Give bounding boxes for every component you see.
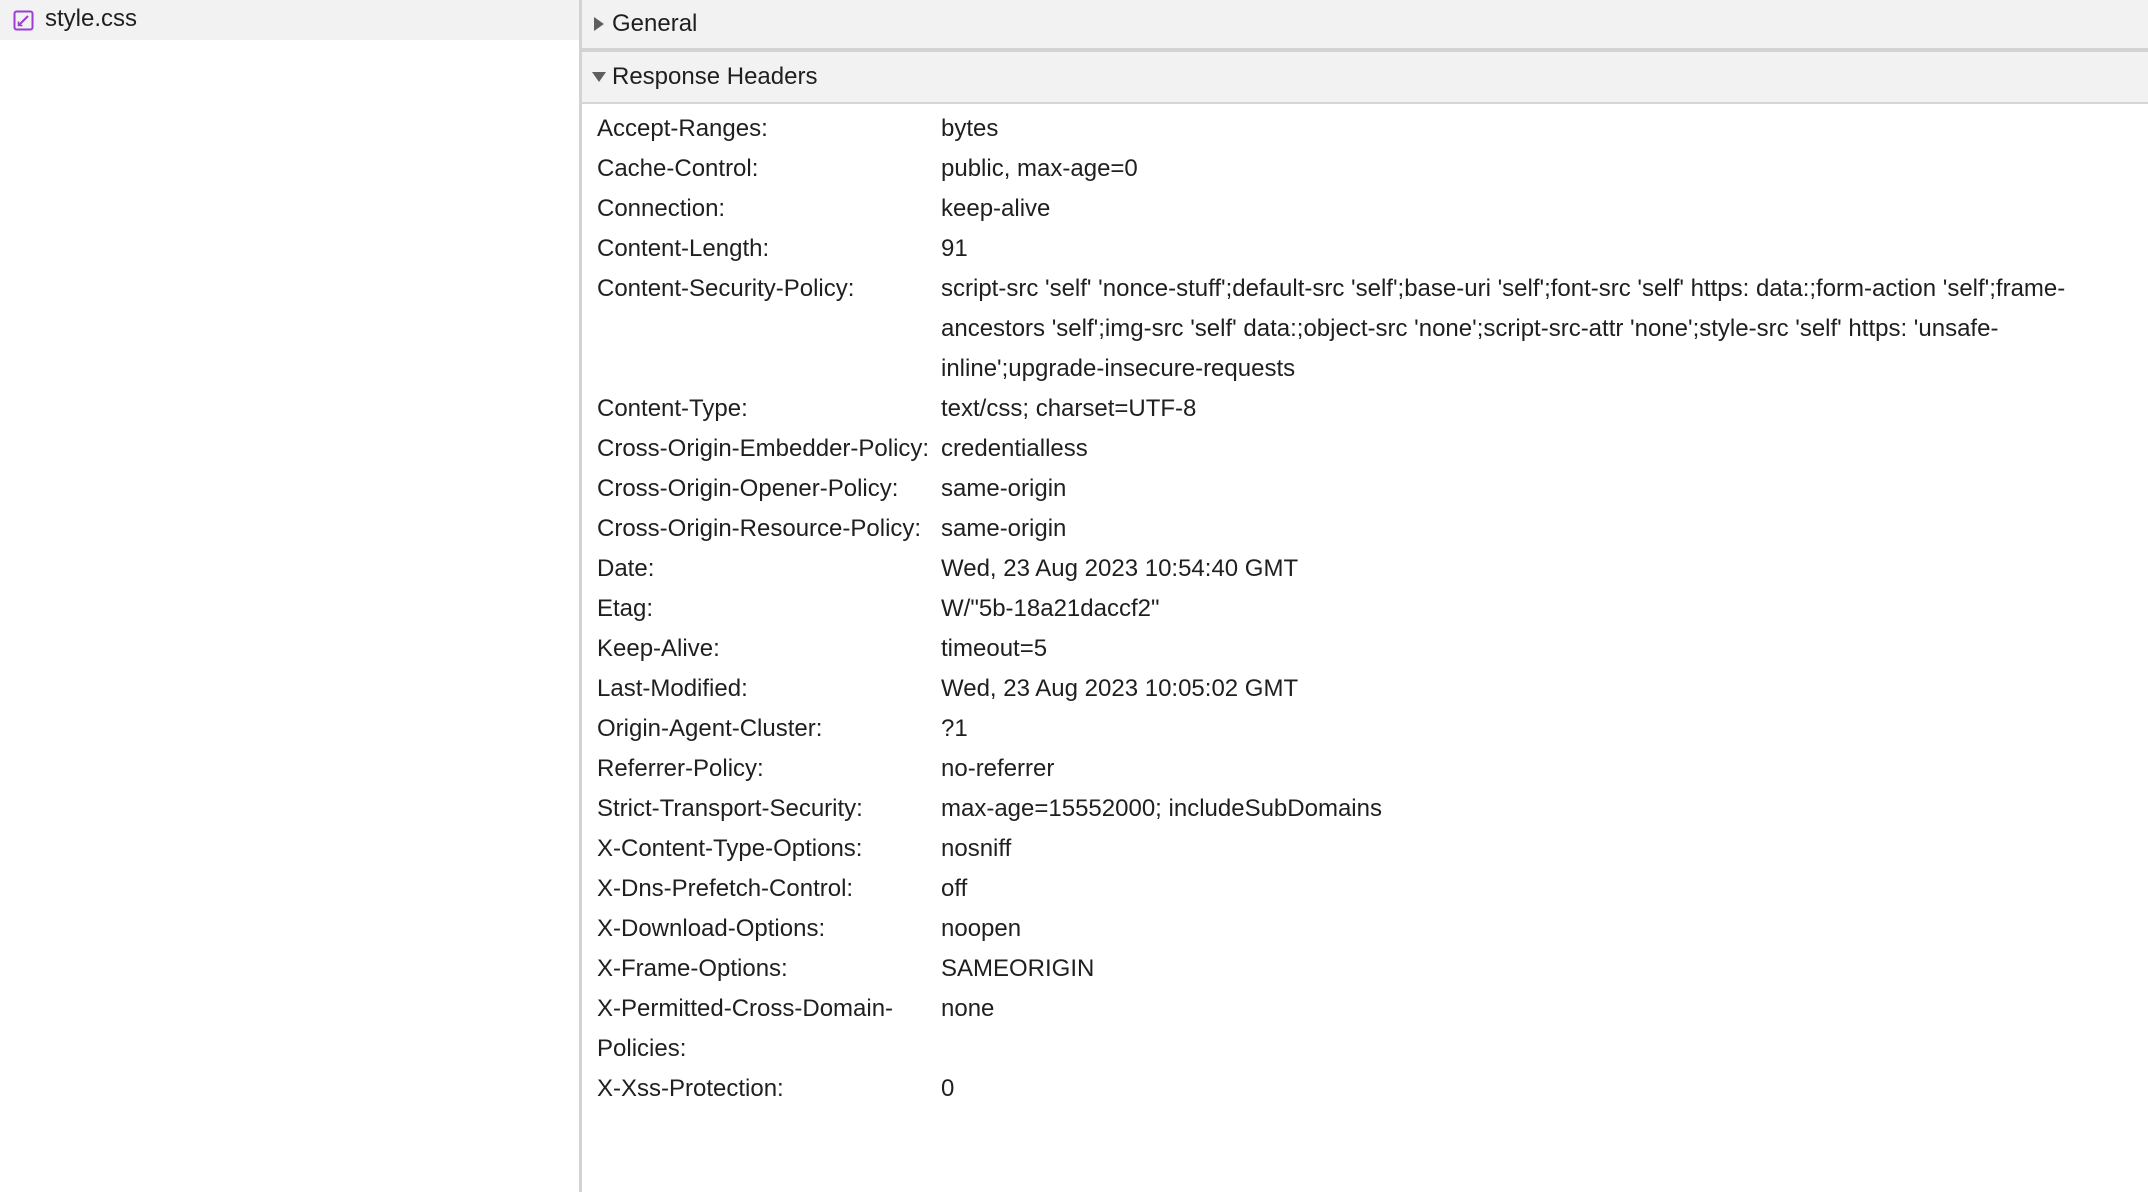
css-file-icon [13,10,34,31]
header-name: Etag: [597,595,654,622]
header-name: X-Content-Type-Options: [597,835,863,862]
header-row [597,189,2137,229]
header-row [597,669,2137,709]
header-name: Date: [597,555,655,582]
triangle-right-icon [592,16,606,32]
header-row [597,229,2137,269]
header-name: Content-Length: [597,235,770,262]
header-name: Cross-Origin-Opener-Policy: [597,475,899,502]
header-row [597,1069,2137,1109]
header-name: Keep-Alive: [597,635,720,662]
header-value: 91 [941,235,968,262]
header-value: nosniff [941,835,1012,862]
header-row [597,469,2137,509]
header-row [597,509,2137,549]
header-row [597,829,2137,869]
header-name: Connection: [597,195,726,222]
header-row [597,789,2137,829]
header-row [597,749,2137,789]
headers-detail-pane [582,0,2148,1192]
header-value: credentialless [941,435,1088,462]
header-name: X-Dns-Prefetch-Control: [597,875,854,902]
header-row [597,109,2137,149]
request-row-style-css[interactable] [0,0,579,40]
header-name: Cross-Origin-Embedder-Policy: [597,435,930,462]
header-name: X-Xss-Protection: [597,1075,784,1102]
header-value: ?1 [941,715,968,742]
header-value: keep-alive [941,195,1051,222]
header-value: SAMEORIGIN [941,955,1095,982]
header-value: same-origin [941,475,1067,502]
header-row [597,909,2137,949]
header-row [597,149,2137,189]
header-name: Cache-Control: [597,155,759,182]
header-row [597,989,2137,1069]
section-response-headers-toggle[interactable] [582,52,2148,102]
header-row [597,429,2137,469]
header-value: max-age=15552000; includeSubDomains [941,795,1382,822]
header-row [597,949,2137,989]
section-general-toggle[interactable] [582,0,2148,48]
header-value: public, max-age=0 [941,155,1138,182]
header-name: Strict-Transport-Security: [597,795,863,822]
header-value: same-origin [941,515,1067,542]
header-name: Origin-Agent-Cluster: [597,715,823,742]
header-row [597,589,2137,629]
header-name: X-Download-Options: [597,915,826,942]
header-name: Last-Modified: [597,675,748,702]
header-row [597,549,2137,589]
header-value: Wed, 23 Aug 2023 10:05:02 GMT [941,675,1299,702]
section-general-title: General [612,10,698,37]
header-name: Accept-Ranges: [597,115,768,142]
request-list-pane [0,0,579,1192]
header-value: off [941,875,968,902]
header-name: Referrer-Policy: [597,755,764,782]
header-row [597,629,2137,669]
header-name: Content-Type: [597,395,748,422]
header-value: text/css; charset=UTF-8 [941,395,1197,422]
header-name: X-Frame-Options: [597,955,788,982]
header-value: none [941,995,995,1022]
header-value: Wed, 23 Aug 2023 10:54:40 GMT [941,555,1299,582]
header-row [597,709,2137,749]
section-response-headers-title: Response Headers [612,63,818,90]
header-value: bytes [941,115,999,142]
response-headers-list [597,109,2137,1109]
header-name: X-Permitted-Cross-Domain-Policies: [597,995,894,1062]
triangle-down-icon [592,69,606,85]
header-value: no-referrer [941,755,1055,782]
header-value: timeout=5 [941,635,1048,662]
section-divider [582,102,2148,104]
header-row [597,389,2137,429]
header-row [597,869,2137,909]
header-value: noopen [941,915,1022,942]
header-row [597,269,2137,389]
header-name: Cross-Origin-Resource-Policy: [597,515,922,542]
request-file-name: style.css [45,5,138,32]
header-value: 0 [941,1075,955,1102]
header-value: W/"5b-18a21daccf2" [941,595,1160,622]
header-name: Content-Security-Policy: [597,275,855,302]
header-value: script-src 'self' 'nonce-stuff';default-src 'self';base-uri 'self';font-src 'self' https: data:;form-action 'self';frame-ancestors 'self';img-src 'self' data:;object-src 'none';script-src-attr 'none';style-src 'self' https: 'unsafe-inline';upgrade-insecure-requests [941,275,2066,382]
